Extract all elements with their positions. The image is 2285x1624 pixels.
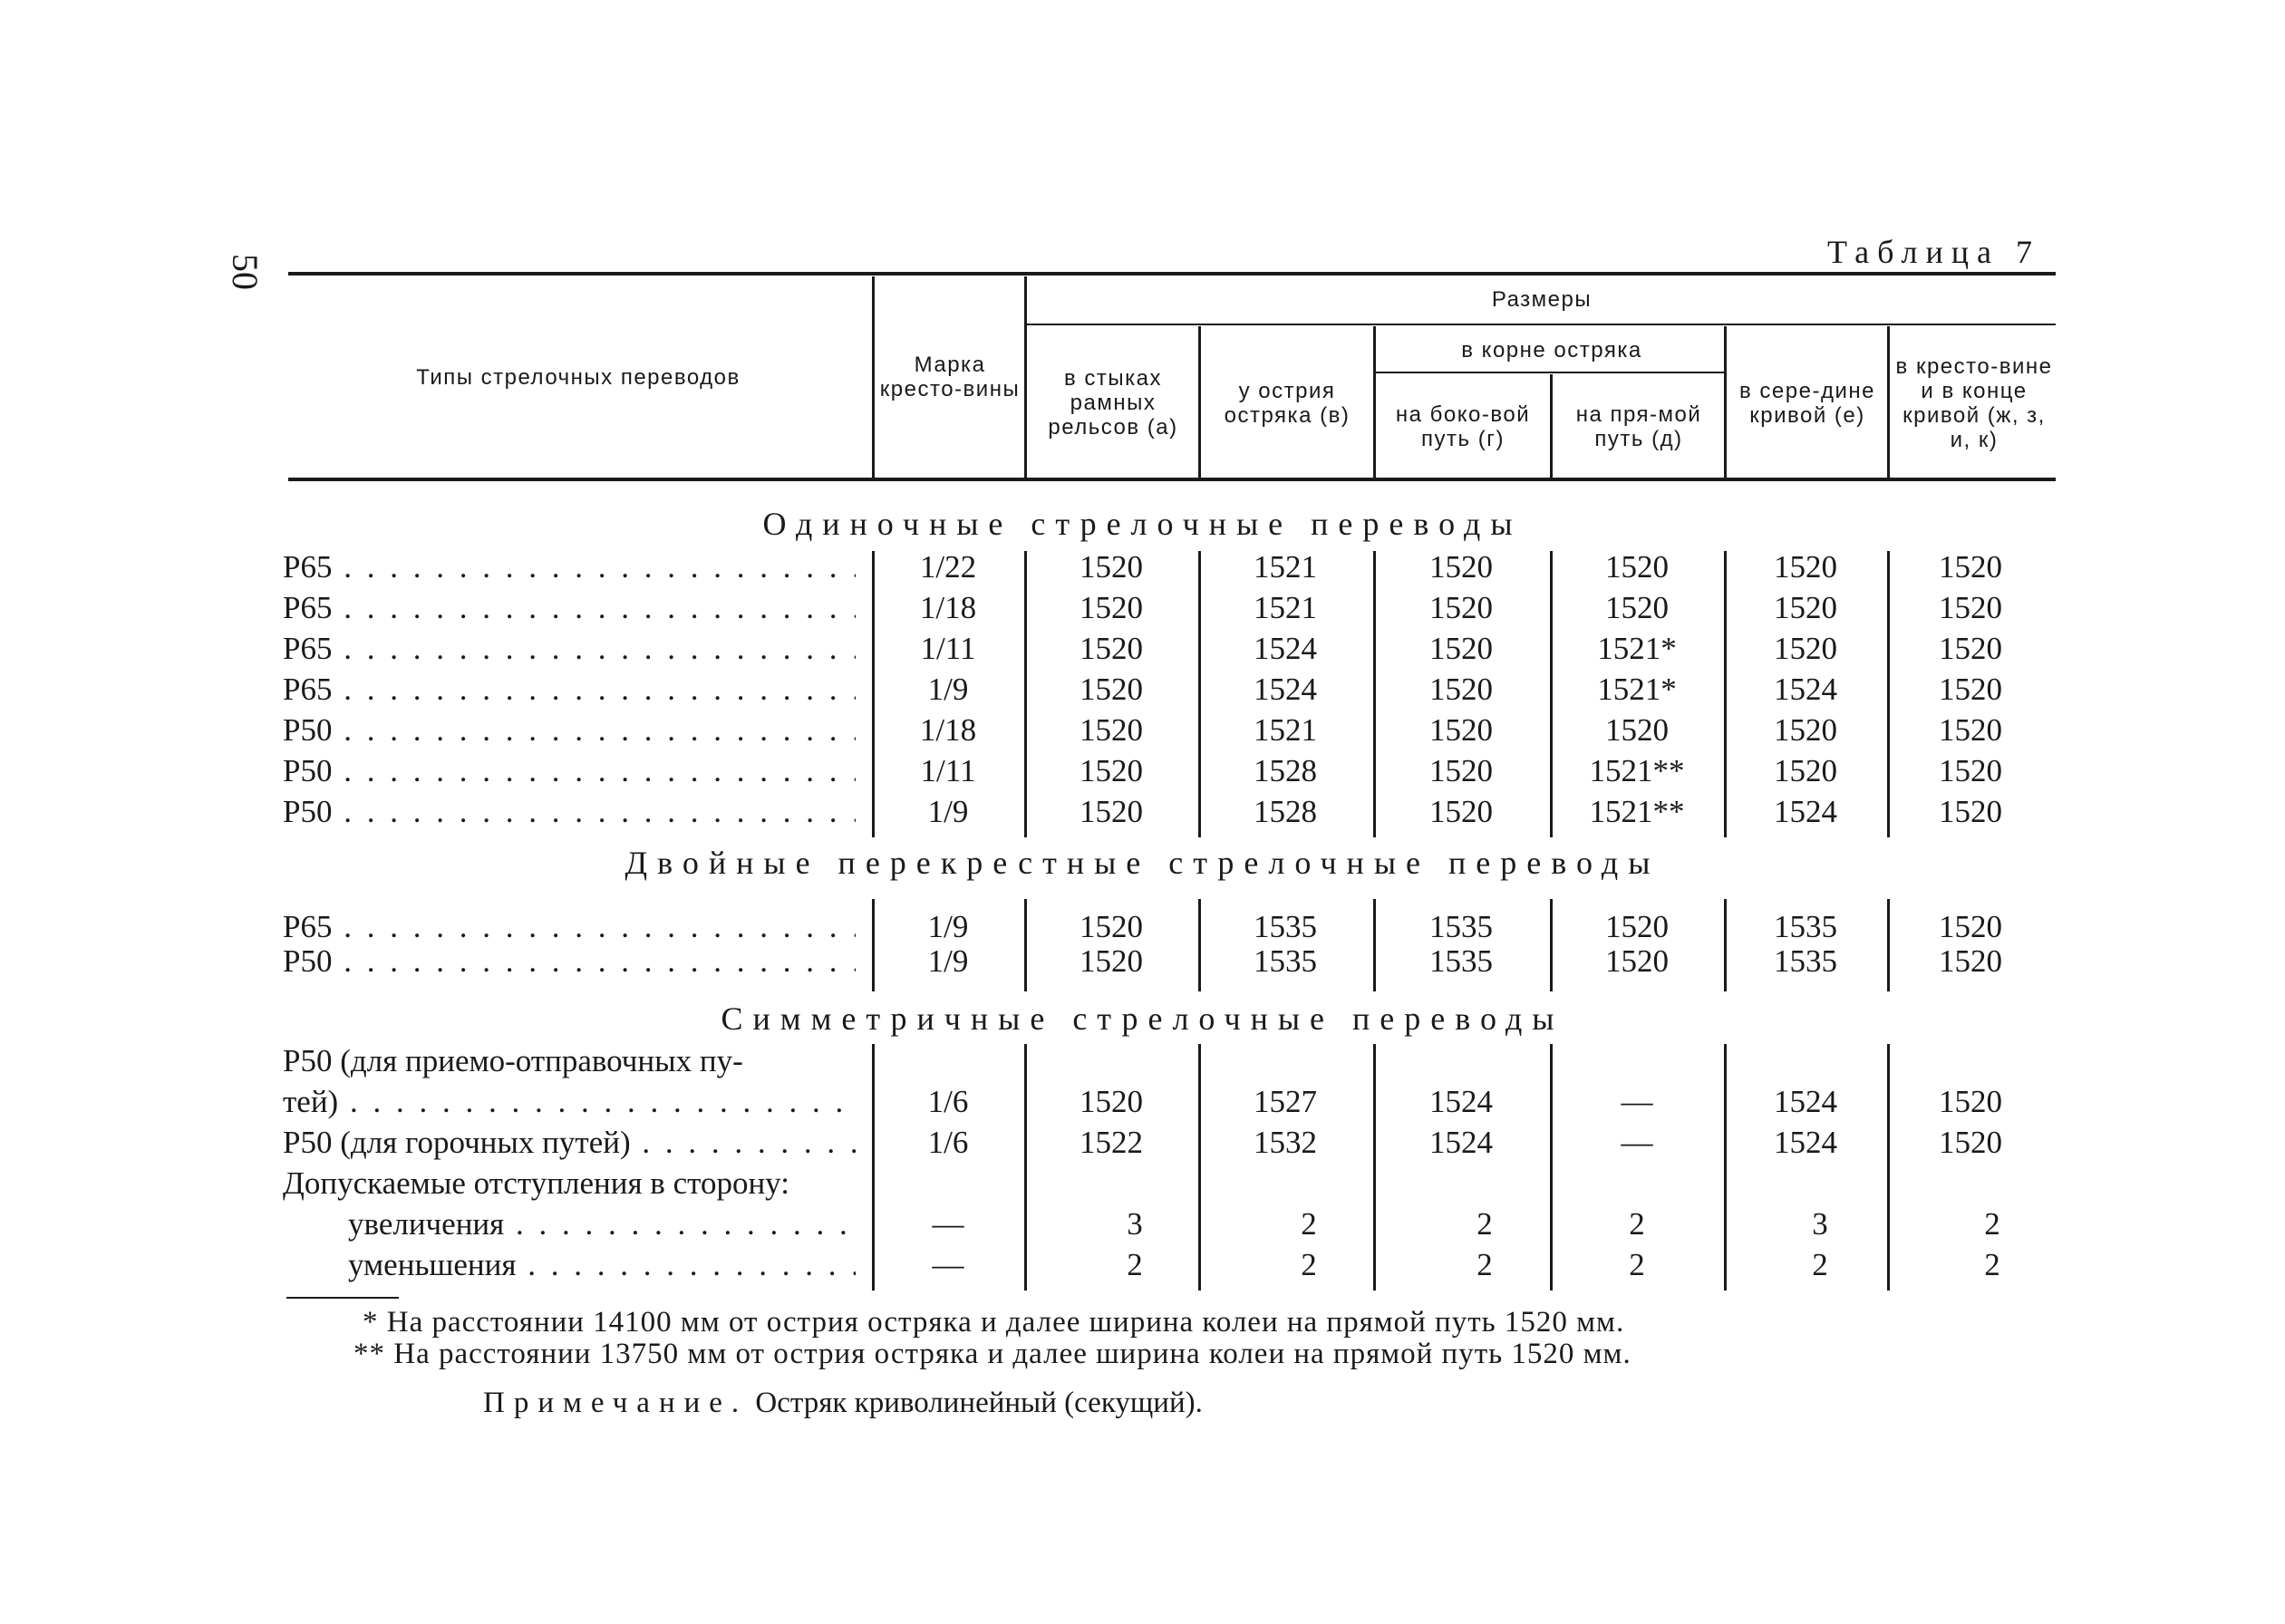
cell-d: 1520 [1605, 549, 1669, 585]
cell-mark: 1/11 [920, 631, 976, 666]
header-d: на пря-мой путь (д) [1575, 402, 1702, 451]
row-type [283, 793, 856, 831]
cell-a: 1520 [1080, 753, 1143, 788]
cell-mark: 1/9 [927, 672, 969, 707]
row-type-text: Р50 [283, 753, 333, 788]
cell-g: 1520 [1429, 753, 1493, 788]
row-type [283, 908, 856, 946]
cell-e: 1524 [1774, 794, 1837, 829]
cell-g: 1535 [1429, 943, 1493, 979]
row-type [283, 711, 856, 749]
cell-v: 1521 [1254, 590, 1317, 625]
cell-d: — [1621, 1084, 1653, 1119]
cell-g: 1520 [1429, 631, 1493, 666]
table-caption: Таблица 7 [1827, 234, 2040, 270]
cell-v: 1524 [1254, 672, 1317, 707]
row-type-text: Р50 [283, 943, 333, 979]
header-v: у острия остряка (в) [1224, 378, 1351, 428]
cell-zh: 2 [1984, 1206, 2000, 1242]
row-type-text: Р65 [283, 549, 333, 585]
cell-d: 2 [1629, 1206, 1645, 1242]
section-title-double: Двойные перекрестные стрелочные переводы [625, 845, 1660, 881]
cell-zh: 1520 [1939, 753, 2002, 788]
row-type [283, 942, 856, 981]
cell-d: 1521** [1589, 794, 1685, 829]
cell-a: 1520 [1080, 794, 1143, 829]
row-type-text: Р50 [283, 794, 333, 829]
cell-a: 1520 [1080, 631, 1143, 666]
row-type [283, 1083, 856, 1121]
footnote-rule [286, 1297, 399, 1299]
note [483, 1387, 1203, 1420]
row-type [283, 1124, 856, 1162]
cell-a: 1522 [1080, 1125, 1143, 1160]
cell-d: 1520 [1605, 712, 1669, 748]
cell-g: 1520 [1429, 672, 1493, 707]
section-title-single: Одиночные стрелочные переводы [762, 506, 1523, 542]
cell-e: 1520 [1774, 590, 1837, 625]
cell-a: 1520 [1080, 943, 1143, 979]
cell-zh: 1520 [1939, 631, 2002, 666]
footnote-1: * На расстоянии 14100 мм от острия остряка и далее ширина колеи на прямой путь 1520 мм. [363, 1306, 1625, 1339]
cell-zh: 1520 [1939, 943, 2002, 979]
header-g: на боко-вой путь (г) [1395, 402, 1531, 451]
row-type-line1: Р50 (для приемо-отправочных пу- [283, 1043, 743, 1078]
cell-zh: 1520 [1939, 1125, 2002, 1160]
column-divider [872, 899, 875, 991]
cell-v: 2 [1301, 1206, 1317, 1242]
header-divider [1724, 326, 1727, 478]
cell-d: 2 [1629, 1247, 1645, 1282]
cell-mark: 1/18 [919, 712, 977, 748]
row-type-text: Р50 (для горочных путей) [283, 1125, 631, 1160]
cell-e: 3 [1812, 1206, 1828, 1242]
cell-e: 1524 [1774, 1084, 1837, 1119]
cell-g: 1524 [1429, 1125, 1493, 1160]
cell-e: 1520 [1774, 549, 1837, 585]
cell-e: 1535 [1774, 909, 1837, 944]
cell-g: 2 [1477, 1247, 1493, 1282]
section-title-symmetric: Симметричные стрелочные переводы [721, 1000, 1564, 1037]
cell-a: 1520 [1080, 549, 1143, 585]
cell-v: 1532 [1254, 1125, 1317, 1160]
column-divider [1724, 1044, 1727, 1290]
cell-g: 1520 [1429, 712, 1493, 748]
header-divider [1887, 326, 1890, 478]
row-type-text: Р65 [283, 672, 333, 707]
column-divider [1724, 551, 1727, 837]
header-mark: Марка кресто-вины [879, 353, 1021, 401]
cell-d: 1520 [1605, 909, 1669, 944]
header-divider [1373, 326, 1376, 478]
cell-d: 1520 [1605, 943, 1669, 979]
cell-g: 1520 [1429, 590, 1493, 625]
column-divider [1887, 551, 1890, 837]
row-type [283, 752, 856, 790]
footnote-2: ** На расстоянии 13750 мм от острия остряка и далее ширина колеи на прямой путь 1520 мм. [353, 1338, 1631, 1370]
column-divider [1024, 1044, 1027, 1290]
cell-mark: 1/9 [927, 794, 969, 829]
cell-zh: 1520 [1939, 672, 2002, 707]
cell-v: 1527 [1254, 1084, 1317, 1119]
row-type [283, 589, 856, 627]
cell-e: 1520 [1774, 631, 1837, 666]
cell-d: 1520 [1605, 590, 1669, 625]
row-type-text: Р50 [283, 712, 333, 748]
page-number: 50 [225, 254, 266, 290]
cell-e: 1520 [1774, 753, 1837, 788]
column-divider [1550, 551, 1553, 837]
header-zh: в кресто-вине и в конце кривой (ж, з, и, к) [1895, 353, 2053, 452]
cell-v: 1521 [1254, 549, 1317, 585]
cell-a: 1520 [1080, 590, 1143, 625]
tolerance-title: Допускаемые отступления в сторону: [283, 1165, 789, 1201]
column-divider [1724, 899, 1727, 991]
header-e: в сере-дине кривой (е) [1739, 378, 1875, 428]
cell-mark: 1/9 [927, 909, 969, 944]
column-divider [872, 551, 875, 837]
cell-mark: 1/9 [927, 943, 969, 979]
cell-g: 2 [1477, 1206, 1493, 1242]
column-divider [1373, 899, 1376, 991]
cell-a: 1520 [1080, 672, 1143, 707]
row-type-text: тей) [283, 1084, 339, 1119]
cell-e: 1520 [1774, 712, 1837, 748]
row-type [348, 1205, 856, 1243]
cell-e: 1524 [1774, 1125, 1837, 1160]
column-divider [872, 1044, 875, 1290]
column-divider [1550, 899, 1553, 991]
cell-e: 2 [1812, 1247, 1828, 1282]
header-root: в корне остряка [1461, 337, 1642, 362]
cell-v: 1535 [1254, 909, 1317, 944]
cell-mark: 1/18 [919, 590, 977, 625]
cell-mark: 1/6 [927, 1084, 969, 1119]
cell-mark: — [932, 1206, 964, 1242]
column-divider [1024, 551, 1027, 837]
header-types: Типы стрелочных переводов [416, 364, 741, 390]
cell-mark: 1/11 [920, 753, 976, 788]
row-type-text: уменьшения [348, 1247, 517, 1282]
cell-a: 1520 [1080, 712, 1143, 748]
note-label: Примечание. [483, 1387, 749, 1419]
sizes-rule [1026, 324, 2056, 325]
cell-v: 2 [1301, 1247, 1317, 1282]
header-divider [1550, 374, 1553, 478]
table-top-rule [288, 272, 2056, 276]
cell-d: 1521* [1597, 672, 1677, 707]
cell-v: 1524 [1254, 631, 1317, 666]
cell-d: 1521** [1589, 753, 1685, 788]
cell-mark: 1/6 [927, 1125, 969, 1160]
header-bottom-rule [288, 478, 2056, 481]
row-type-text: Р65 [283, 909, 333, 944]
cell-a: 2 [1127, 1247, 1143, 1282]
cell-a: 3 [1127, 1206, 1143, 1242]
cell-v: 1535 [1254, 943, 1317, 979]
cell-v: 1521 [1254, 712, 1317, 748]
cell-g: 1524 [1429, 1084, 1493, 1119]
cell-zh: 1520 [1939, 909, 2002, 944]
cell-v: 1528 [1254, 794, 1317, 829]
row-type-text: Р65 [283, 631, 333, 666]
column-divider [1373, 551, 1376, 837]
cell-zh: 1520 [1939, 794, 2002, 829]
cell-g: 1520 [1429, 549, 1493, 585]
cell-g: 1535 [1429, 909, 1493, 944]
cell-zh: 1520 [1939, 712, 2002, 748]
header-divider [1198, 326, 1201, 478]
cell-v: 1528 [1254, 753, 1317, 788]
cell-d: — [1621, 1125, 1653, 1160]
cell-zh: 2 [1984, 1247, 2000, 1282]
cell-zh: 1520 [1939, 590, 2002, 625]
cell-a: 1520 [1080, 1084, 1143, 1119]
cell-e: 1524 [1774, 672, 1837, 707]
cell-zh: 1520 [1939, 549, 2002, 585]
cell-zh: 1520 [1939, 1084, 2002, 1119]
cell-d: 1521* [1597, 631, 1677, 666]
column-divider [1198, 551, 1201, 837]
row-type-text: увеличения [348, 1206, 505, 1242]
header-sizes: Размеры [1491, 286, 1593, 312]
cell-e: 1535 [1774, 943, 1837, 979]
column-divider [1198, 899, 1201, 991]
column-divider [1887, 899, 1890, 991]
cell-mark: 1/22 [919, 549, 977, 585]
header-divider [1024, 276, 1027, 478]
row-type-text: Р65 [283, 590, 333, 625]
root-rule [1376, 372, 1726, 373]
row-type [348, 1246, 856, 1284]
row-type [283, 671, 856, 709]
cell-a: 1520 [1080, 909, 1143, 944]
header-a: в стыках рамных рельсов (а) [1048, 366, 1178, 440]
header-divider [872, 276, 875, 478]
row-type [283, 548, 856, 586]
cell-mark: — [932, 1247, 964, 1282]
note-text: Остряк криволинейный (секущий). [755, 1387, 1203, 1419]
column-divider [1024, 899, 1027, 991]
cell-g: 1520 [1429, 794, 1493, 829]
row-type [283, 630, 856, 668]
